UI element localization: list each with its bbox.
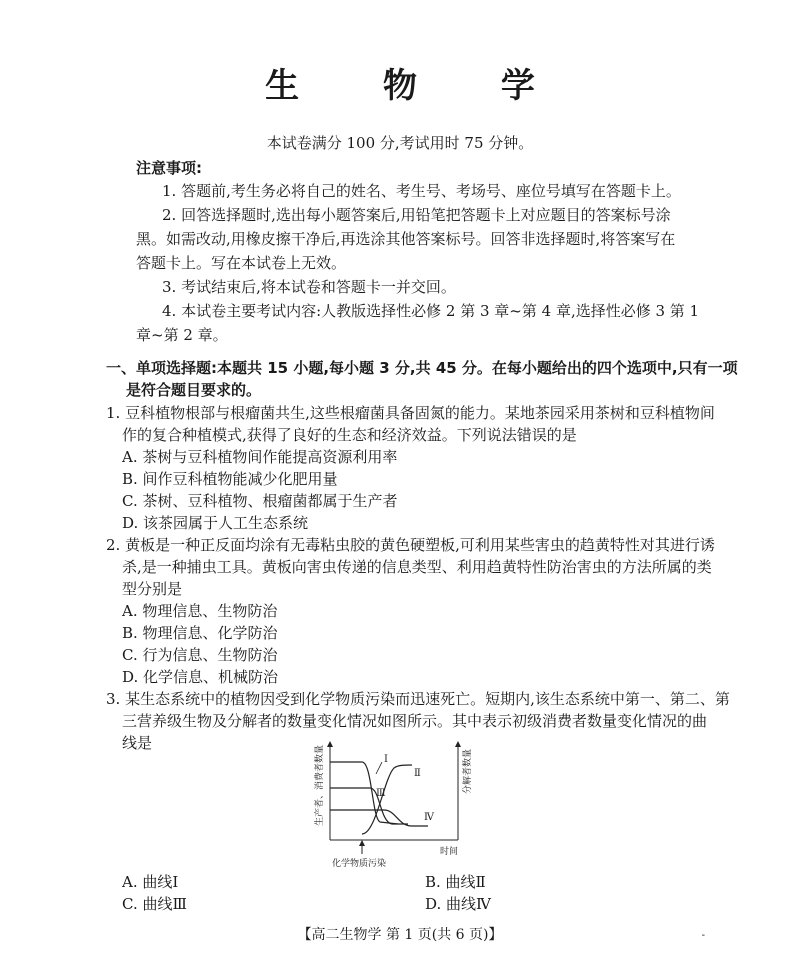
curve-I [330,762,398,824]
question-stem: 2. 黄板是一种正反面均涂有无毒粘虫胶的黄色硬塑板,可利用某些害虫的趋黄特性对其进行诱 [106,536,715,554]
option: A. 茶树与豆科植物间作能提高资源利用率 [122,448,398,466]
question-stem: 型分别是 [122,580,183,598]
question-stem: 作的复合种植模式,获得了良好的生态和经济效益。下列说法错误的是 [122,426,577,444]
notice-line: 答题卡上。写在本试卷上无效。 [136,254,347,272]
question-stem: 1. 豆科植物根部与根瘤菌共生,这些根瘤菌具备固氮的能力。某地茶园采用茶树和豆科植物间 [106,404,715,422]
option: C. 曲线Ⅲ [122,895,187,913]
section-heading: 是符合题目要求的。 [126,381,262,399]
option: B. 曲线Ⅱ [425,873,486,891]
notice-line: 3. 考试结束后,将本试卷和答题卡一并交回。 [162,278,456,296]
section-heading: 一、单项选择题:本题共 15 小题,每小题 3 分,共 45 分。在每小题给出的四个选项中,只有一项 [106,359,738,377]
notice-line: 2. 回答选择题时,选出每小题答案后,用铅笔把答题卡上对应题目的答案标号涂 [162,206,671,224]
question-stem: 杀,是一种捕虫工具。黄板向害虫传递的信息类型、利用趋黄特性防治害虫的方法所属的类 [122,558,712,576]
question-stem: 三营养级生物及分解者的数量变化情况如图所示。其中表示初级消费者数量变化情况的曲 [122,712,708,730]
notice-line: 1. 答题前,考生务必将自己的姓名、考生号、考场号、座位号填写在答题卡上。 [162,182,681,200]
curve-label-IV: Ⅳ [424,812,434,823]
page-footer: 【高二生物学 第 1 页(共 6 页)】 [297,927,503,943]
option: C. 茶树、豆科植物、根瘤菌都属于生产者 [122,492,398,510]
notice-line: 黑。如需改动,用橡皮擦干净后,再选涂其他答案标号。回答非选择题时,将答案写在 [136,230,676,248]
notice-line: 章~第 2 章。 [136,326,228,344]
question-stem: 线是 [122,734,153,752]
x-axis-label: 时间 [440,847,459,857]
option: D. 曲线Ⅳ [425,895,492,913]
option: A. 物理信息、生物防治 [122,602,278,620]
option: D. 化学信息、机械防治 [122,668,279,686]
population-change-figure [300,738,490,868]
curve-IV [330,810,428,826]
exam-info: 本试卷满分 100 分,考试用时 75 分钟。 [266,134,534,152]
option: B. 间作豆科植物能减少化肥用量 [122,470,338,488]
curve-label-II: Ⅱ [414,768,421,779]
curve-label-III: Ⅲ [376,788,386,799]
option: D. 该茶园属于人工生态系统 [122,514,309,532]
option: B. 物理信息、化学防治 [122,624,278,642]
curve-III [330,788,408,824]
notice-heading: 注意事项: [136,159,202,177]
page-title: 生 物 学 [265,66,571,106]
corner-mark: - [701,930,705,941]
curve-label-I: Ⅰ [384,754,388,765]
option: C. 行为信息、生物防治 [122,646,278,664]
question-stem: 3. 某生态系统中的植物因受到化学物质污染而迅速死亡。短期内,该生态系统中第一、第二、第 [106,690,730,708]
event-label: 化学物质污染 [332,859,387,868]
option: A. 曲线Ⅰ [122,873,179,891]
left-axis-label: 生产者、消费者数量 [315,744,325,826]
notice-line: 4. 本试卷主要考试内容:人教版选择性必修 2 第 3 章~第 4 章,选择性必修 3 第 1 [162,302,700,320]
right-axis-label: 分解者数量 [463,748,473,794]
